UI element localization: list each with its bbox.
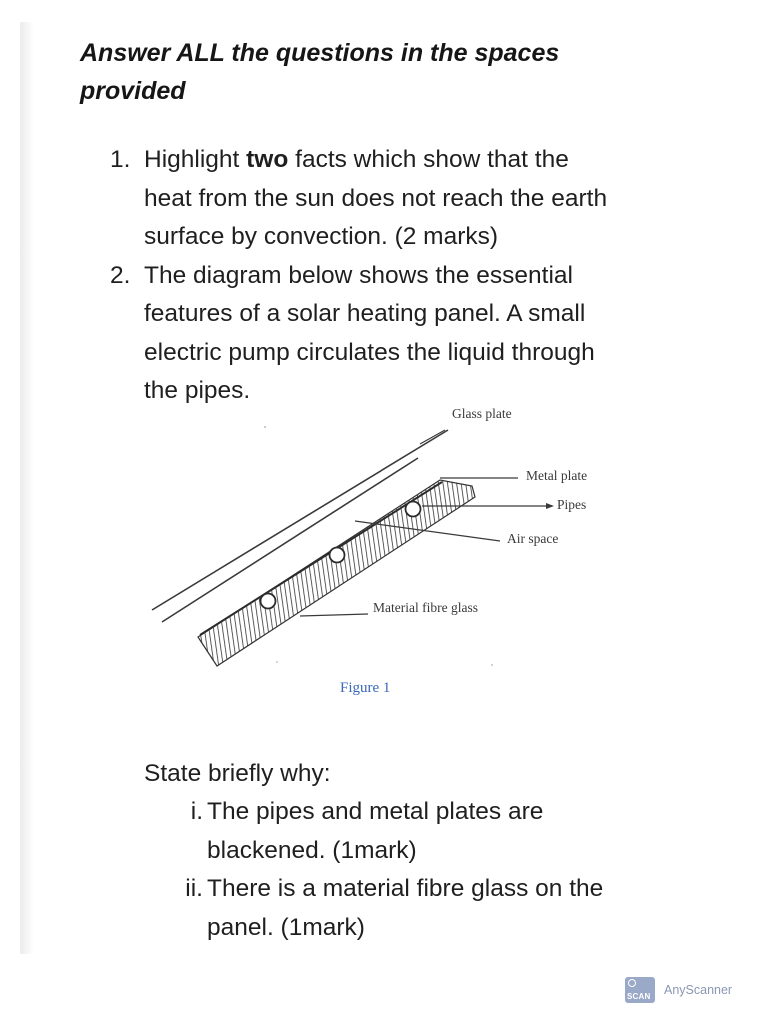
scan-logo-text: SCAN [627,992,651,1001]
label-glass-plate: Glass plate [452,406,512,421]
label-fibre-glass: Material fibre glass [373,600,478,615]
question-number: 2. [110,261,131,289]
pipes-arrowhead [546,503,554,509]
glass-plate-tip [420,430,445,444]
follow-up-intro: State briefly why: [144,760,331,787]
question-1 [110,141,710,257]
question-2 [110,257,710,411]
question-2-line-2: features of a solar heating panel. A small [144,300,586,327]
instructions-line-2: provided [80,77,186,105]
label-pipes: Pipes [557,497,587,512]
pipe-circle [406,502,421,517]
instructions-heading [80,34,680,110]
solar-panel-figure [140,400,660,710]
page-edge-shadow [20,22,34,954]
instructions-line-1: Answer ALL the questions in the spaces [80,39,560,67]
scan-icon [625,977,655,1003]
follow-up-item-ii-line-1: There is a material fibre glass on the [207,875,604,902]
item-number: i. [190,798,203,825]
question-1-line-2: heat from the sun does not reach the earth [144,184,608,212]
follow-up-item-ii-line-2: panel. (1mark) [207,913,365,941]
question-2-line-4: the pipes. [144,377,251,404]
question-2-line-1: The diagram below shows the essential [144,261,573,289]
follow-up-item-i-line-1: The pipes and metal plates are [207,798,544,825]
scan-speck [276,661,278,663]
question-1-line-3: surface by convection. (2 marks) [144,223,499,250]
question-number: 1. [110,146,131,173]
pipe-circle [330,548,345,563]
solar-panel-diagram [140,400,660,710]
scan-speck [264,426,266,428]
emphasis-two: two [246,146,289,173]
item-number: ii. [185,875,203,902]
follow-up-item-i-line-2: blackened. (1mark) [207,836,417,864]
question-2-line-3: electric pump circulates the liquid through [144,338,595,366]
scanner-brand: AnyScanner [664,983,733,997]
follow-up-item-ii [176,870,696,947]
question-list [110,141,710,411]
fibre-glass-pointer [300,614,368,616]
scanner-watermark [625,977,732,1003]
follow-up-item-i [176,793,696,870]
label-air-space: Air space [507,531,559,546]
pipe-circle [261,594,276,609]
follow-up-list [176,793,696,947]
question-1-line-1: Highlight two facts which show that the [144,146,569,173]
figure-caption: Figure 1 [340,680,391,696]
scan-speck [491,664,493,666]
label-metal-plate: Metal plate [526,468,588,483]
